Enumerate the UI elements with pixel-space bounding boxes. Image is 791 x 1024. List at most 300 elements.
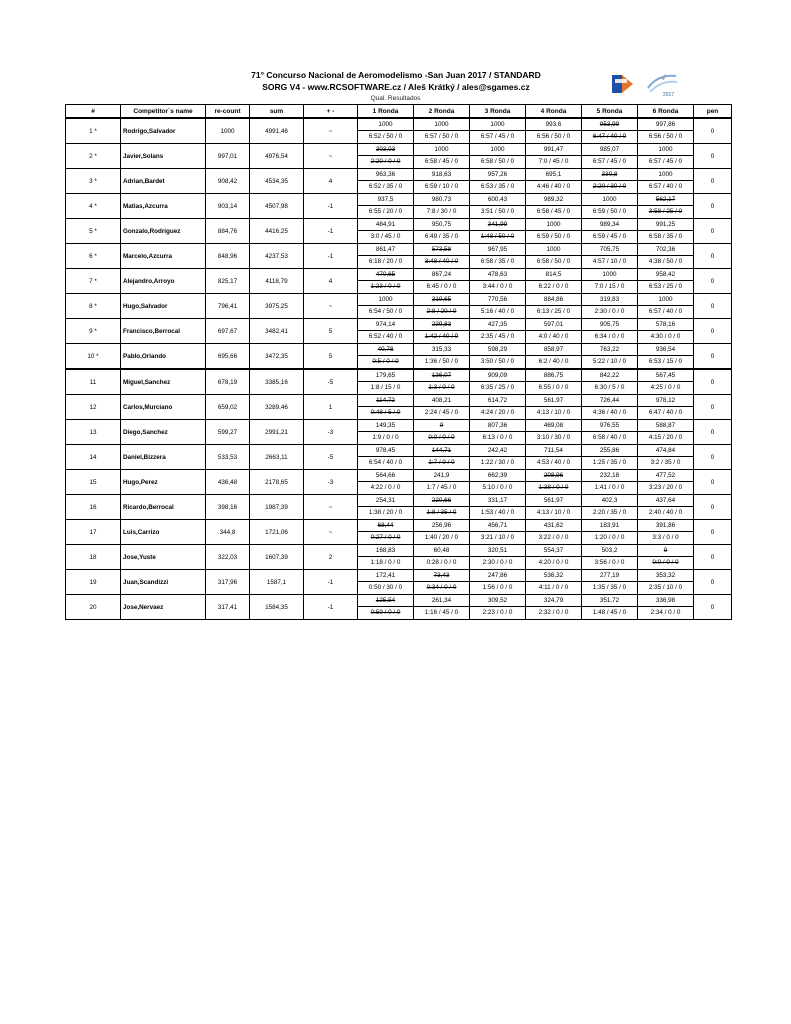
round-score: 239,83 <box>414 319 469 331</box>
round-score: 351,72 <box>582 595 637 607</box>
round-score: 967,95 <box>470 244 525 256</box>
round-score: 254,31 <box>358 495 413 507</box>
round-3-cell <box>470 118 526 144</box>
round-6-cell <box>638 495 694 520</box>
competitor-name-cell: Luis,Carrizo <box>121 520 206 545</box>
rank-cell: 1 * <box>66 118 121 144</box>
round-score: 991,25 <box>638 219 693 231</box>
round-4-cell <box>526 495 582 520</box>
table-row <box>66 219 732 244</box>
round-6-cell <box>638 118 694 144</box>
competitor-name-cell: Alejandro,Arroyo <box>121 269 206 294</box>
recount-cell: 436,48 <box>206 470 250 495</box>
round-time-landing: 6:55 / 20 / 0 <box>368 208 403 215</box>
table-row <box>66 294 732 319</box>
sum-cell: 4416,25 <box>250 219 304 244</box>
rcsoftware-logo-icon <box>611 74 635 94</box>
round-score: 770,56 <box>470 294 525 306</box>
round-score: 319,65 <box>414 294 469 306</box>
competitor-name-cell: Hugo,Perez <box>121 470 206 495</box>
round-6-cell <box>638 194 694 219</box>
round-time-landing: 6:30 / 5 / 0 <box>594 384 625 391</box>
plus-minus-cell: -1 <box>304 595 358 620</box>
round-time-landing: 6:58 / 35 / 0 <box>480 258 515 265</box>
document-subtitle: SORG V4 - www.RCSOFTWARE.cz / Aleš Krátký / ales@sgames.cz <box>262 82 530 92</box>
plus-minus-cell: 5 <box>304 344 358 370</box>
round-score: 702,36 <box>638 244 693 256</box>
round-1-cell <box>358 369 414 395</box>
rank-cell: 11 <box>66 369 121 395</box>
round-time-landing: 7:8 / 30 / 0 <box>426 208 457 215</box>
plus-minus-cell: 4 <box>304 269 358 294</box>
table-row <box>66 194 732 219</box>
results-table <box>65 104 732 620</box>
col-header-name: Competitor´s name <box>121 105 206 119</box>
table-row <box>66 319 732 344</box>
round-score: 1000 <box>470 144 525 156</box>
rank-cell: 5 * <box>66 219 121 244</box>
round-2-cell <box>414 420 470 445</box>
round-time-landing: 1:41 / 0 / 0 <box>594 484 625 491</box>
round-time-landing: 6:53 / 25 / 0 <box>648 283 683 290</box>
round-time-landing: 6:56 / 50 / 0 <box>536 133 571 140</box>
rank-cell: 15 <box>66 470 121 495</box>
table-row <box>66 570 732 595</box>
round-time-landing: 4:25 / 0 / 0 <box>650 384 681 391</box>
round-time-landing: 4:46 / 40 / 0 <box>536 183 571 190</box>
round-score: 726,44 <box>582 395 637 407</box>
round-1-cell <box>358 144 414 169</box>
round-5-cell <box>582 420 638 445</box>
round-score: 1000 <box>414 119 469 131</box>
col-header-round-6: 6 Ronda <box>638 105 694 119</box>
round-4-cell <box>526 545 582 570</box>
round-6-cell <box>638 169 694 194</box>
round-3-cell <box>470 420 526 445</box>
round-time-landing: 6:22 / 0 / 0 <box>538 283 569 290</box>
round-1-cell <box>358 420 414 445</box>
round-score: 567,45 <box>638 370 693 382</box>
round-5-cell <box>582 395 638 420</box>
round-4-cell <box>526 520 582 545</box>
pen-cell: 0 <box>694 495 732 520</box>
round-time-landing: 4:57 / 10 / 0 <box>592 258 627 265</box>
round-score: 1000 <box>526 219 581 231</box>
round-time-landing: 2:24 / 45 / 0 <box>424 409 459 416</box>
round-2-cell <box>414 595 470 620</box>
round-score: 241,9 <box>414 470 469 482</box>
round-6-cell <box>638 294 694 319</box>
round-score: 974,14 <box>358 319 413 331</box>
plus-minus-cell: ~ <box>304 294 358 319</box>
round-score: 477,52 <box>638 470 693 482</box>
round-score: 1000 <box>638 294 693 306</box>
round-score: 125,54 <box>358 595 413 607</box>
round-time-landing: 5:16 / 40 / 0 <box>480 308 515 315</box>
table-row <box>66 144 732 169</box>
round-time-landing: 6:35 / 25 / 0 <box>480 384 515 391</box>
recount-cell: 825,17 <box>206 269 250 294</box>
plus-minus-cell: -5 <box>304 445 358 470</box>
round-score: 261,34 <box>414 595 469 607</box>
round-score: 918,63 <box>414 169 469 181</box>
round-score: 763,22 <box>582 344 637 356</box>
pen-cell: 0 <box>694 144 732 169</box>
table-row <box>66 369 732 395</box>
round-time-landing: 4:24 / 20 / 0 <box>480 409 515 416</box>
round-time-landing: 0:0 / 0 / 0 <box>652 559 679 566</box>
round-1-cell <box>358 545 414 570</box>
qual-results-caption: Qual. Resultados <box>370 95 421 102</box>
round-score: 573,58 <box>414 244 469 256</box>
round-4-cell <box>526 344 582 370</box>
round-score: 814,5 <box>526 269 581 281</box>
round-score: 336,98 <box>638 595 693 607</box>
round-time-landing: 4:11 / 0 / 0 <box>538 584 569 591</box>
rank-cell: 8 * <box>66 294 121 319</box>
round-6-cell <box>638 520 694 545</box>
round-4-cell <box>526 319 582 344</box>
pen-cell: 0 <box>694 545 732 570</box>
round-score: 1000 <box>526 244 581 256</box>
round-time-landing: 3:56 / 0 / 0 <box>594 559 625 566</box>
round-5-cell <box>582 595 638 620</box>
round-time-landing: 2:23 / 0 / 0 <box>482 609 513 616</box>
competitor-name-cell: Pablo,Orlando <box>121 344 206 370</box>
round-3-cell <box>470 470 526 495</box>
round-3-cell <box>470 369 526 395</box>
table-row <box>66 520 732 545</box>
round-score: 564,66 <box>358 470 413 482</box>
round-time-landing: 6:52 / 40 / 0 <box>368 333 403 340</box>
competitor-name-cell: Marcelo,Azcurra <box>121 244 206 269</box>
sum-cell: 4991,46 <box>250 118 304 144</box>
round-1-cell <box>358 219 414 244</box>
round-time-landing: 3:10 / 30 / 0 <box>536 434 571 441</box>
pen-cell: 0 <box>694 395 732 420</box>
table-row <box>66 169 732 194</box>
round-2-cell <box>414 369 470 395</box>
round-6-cell <box>638 244 694 269</box>
round-score: 402,3 <box>582 495 637 507</box>
round-time-landing: 6:58 / 50 / 0 <box>536 258 571 265</box>
col-header-rank: # <box>66 105 121 119</box>
round-time-landing: 0:5 / 0 / 0 <box>372 358 399 365</box>
round-5-cell <box>582 495 638 520</box>
round-2-cell <box>414 545 470 570</box>
round-score: 554,37 <box>526 545 581 557</box>
round-4-cell <box>526 294 582 319</box>
table-row <box>66 420 732 445</box>
round-time-landing: 6:54 / 40 / 0 <box>368 459 403 466</box>
sum-cell: 1584,35 <box>250 595 304 620</box>
round-5-cell <box>582 169 638 194</box>
round-score: 431,62 <box>526 520 581 532</box>
round-2-cell <box>414 118 470 144</box>
rank-cell: 3 * <box>66 169 121 194</box>
sum-cell: 4507,98 <box>250 194 304 219</box>
round-score: 993,6 <box>526 119 581 131</box>
round-score: 1000 <box>638 144 693 156</box>
sum-cell: 1607,39 <box>250 545 304 570</box>
round-score: 861,47 <box>358 244 413 256</box>
document-title: 71° Concurso Nacional de Aeromodelismo -San Juan 2017 / STANDARD <box>251 70 541 80</box>
recount-cell: 903,14 <box>206 194 250 219</box>
round-5-cell <box>582 570 638 595</box>
plus-minus-cell: -1 <box>304 219 358 244</box>
round-time-landing: 6:2 / 40 / 0 <box>538 358 569 365</box>
round-time-landing: 6:59 / 45 / 0 <box>592 233 627 240</box>
round-score: 614,72 <box>470 395 525 407</box>
round-score: 978,45 <box>358 445 413 457</box>
round-time-landing: 6:58 / 50 / 0 <box>480 158 515 165</box>
recount-cell: 533,53 <box>206 445 250 470</box>
round-1-cell <box>358 319 414 344</box>
round-3-cell <box>470 219 526 244</box>
recount-cell: 695,66 <box>206 344 250 370</box>
pen-cell: 0 <box>694 470 732 495</box>
round-time-landing: 2:40 / 40 / 0 <box>648 509 683 516</box>
competitor-name-cell: Matias,Azcurra <box>121 194 206 219</box>
rank-cell: 6 * <box>66 244 121 269</box>
round-1-cell <box>358 194 414 219</box>
round-time-landing: 6:45 / 0 / 0 <box>426 283 457 290</box>
round-time-landing: 1:18 / 0 / 0 <box>370 559 401 566</box>
round-time-landing: 6:58 / 45 / 0 <box>536 208 571 215</box>
round-time-landing: 3:44 / 0 / 0 <box>482 283 513 290</box>
round-time-landing: 3:50 / 50 / 0 <box>480 358 515 365</box>
round-time-landing: 0:27 / 0 / 0 <box>370 534 401 541</box>
round-time-landing: 1:40 / 20 / 0 <box>424 534 459 541</box>
competitor-name-cell: Carlos,Murciano <box>121 395 206 420</box>
round-score: 503,2 <box>582 545 637 557</box>
round-time-landing: 6:59 / 50 / 0 <box>592 208 627 215</box>
round-2-cell <box>414 194 470 219</box>
table-row <box>66 445 732 470</box>
round-score: 842,22 <box>582 370 637 382</box>
table-row <box>66 269 732 294</box>
plus-minus-cell: 5 <box>304 319 358 344</box>
round-4-cell <box>526 194 582 219</box>
round-score: 598,29 <box>470 344 525 356</box>
round-score: 474,84 <box>638 445 693 457</box>
round-6-cell <box>638 144 694 169</box>
round-score: 597,01 <box>526 319 581 331</box>
plus-minus-cell: 2 <box>304 545 358 570</box>
round-score: 536,32 <box>526 570 581 582</box>
round-time-landing: 6:57 / 50 / 0 <box>424 133 459 140</box>
recount-cell: 678,19 <box>206 369 250 395</box>
pen-cell: 0 <box>694 420 732 445</box>
round-time-landing: 6:13 / 0 / 0 <box>482 434 513 441</box>
round-score: 1000 <box>638 169 693 181</box>
round-score: 905,75 <box>582 319 637 331</box>
round-time-landing: 6:52 / 50 / 0 <box>368 133 403 140</box>
round-2-cell <box>414 219 470 244</box>
plus-minus-cell: -3 <box>304 420 358 445</box>
competitor-name-cell: Ricardo,Berrocal <box>121 495 206 520</box>
round-time-landing: 3:3 / 0 / 0 <box>652 534 679 541</box>
round-score: 1000 <box>358 119 413 131</box>
recount-cell: 344,8 <box>206 520 250 545</box>
competitor-name-cell: Juan,Scandizzi <box>121 570 206 595</box>
round-time-landing: 6:34 / 0 / 0 <box>594 333 625 340</box>
round-time-landing: 6:18 / 20 / 0 <box>368 258 403 265</box>
round-score: 330,8 <box>582 169 637 181</box>
pen-cell: 0 <box>694 344 732 370</box>
round-1-cell <box>358 344 414 370</box>
round-score: 1000 <box>358 294 413 306</box>
recount-cell: 398,16 <box>206 495 250 520</box>
round-time-landing: 1:48 / 50 / 0 <box>480 233 515 240</box>
round-time-landing: 2:35 / 45 / 0 <box>480 333 515 340</box>
round-score: 309,52 <box>470 595 525 607</box>
table-row <box>66 395 732 420</box>
round-4-cell <box>526 470 582 495</box>
round-score: 705,75 <box>582 244 637 256</box>
rank-cell: 16 <box>66 495 121 520</box>
round-time-landing: 3:0 / 45 / 0 <box>370 233 401 240</box>
round-3-cell <box>470 269 526 294</box>
round-time-landing: 6:56 / 50 / 0 <box>648 133 683 140</box>
round-score: 60,48 <box>414 545 469 557</box>
round-score: 469,08 <box>526 420 581 432</box>
round-score: 561,97 <box>526 495 581 507</box>
round-1-cell <box>358 244 414 269</box>
round-3-cell <box>470 395 526 420</box>
sum-cell: 1987,39 <box>250 495 304 520</box>
round-score: 858,97 <box>526 344 581 356</box>
round-2-cell <box>414 470 470 495</box>
pen-cell: 0 <box>694 118 732 144</box>
recount-cell: 322,03 <box>206 545 250 570</box>
plus-minus-cell: -1 <box>304 194 358 219</box>
round-time-landing: 6:57 / 45 / 0 <box>480 133 515 140</box>
round-6-cell <box>638 470 694 495</box>
round-score: 408,21 <box>414 395 469 407</box>
table-row <box>66 545 732 570</box>
round-2-cell <box>414 169 470 194</box>
recount-cell: 1000 <box>206 118 250 144</box>
pen-cell: 0 <box>694 294 732 319</box>
sum-cell: 2991,21 <box>250 420 304 445</box>
logo-year-text: 2017 <box>663 92 675 98</box>
round-time-landing: 1:7 / 0 / 0 <box>428 459 455 466</box>
round-time-landing: 0:48 / 5 / 0 <box>370 409 401 416</box>
round-1-cell <box>358 118 414 144</box>
round-time-landing: 6:52 / 35 / 0 <box>368 183 403 190</box>
round-score: 144,71 <box>414 445 469 457</box>
round-2-cell <box>414 445 470 470</box>
round-time-landing: 4:20 / 0 / 0 <box>538 559 569 566</box>
round-score: 953,99 <box>582 119 637 131</box>
round-time-landing: 6:53 / 35 / 0 <box>480 183 515 190</box>
round-score: 391,86 <box>638 520 693 532</box>
round-score: 867,24 <box>414 269 469 281</box>
round-time-landing: 1:16 / 45 / 0 <box>424 609 459 616</box>
round-score: 978,12 <box>638 395 693 407</box>
round-2-cell <box>414 144 470 169</box>
round-time-landing: 6:47 / 40 / 0 <box>648 409 683 416</box>
round-score: 232,18 <box>582 470 637 482</box>
round-3-cell <box>470 445 526 470</box>
round-score: 331,17 <box>470 495 525 507</box>
round-time-landing: 6:58 / 35 / 0 <box>648 233 683 240</box>
round-score: 256,96 <box>414 520 469 532</box>
competitor-name-cell: Jose,Yuste <box>121 545 206 570</box>
round-score: 1000 <box>582 194 637 206</box>
round-score: 963,36 <box>358 169 413 181</box>
round-5-cell <box>582 545 638 570</box>
round-score: 588,87 <box>638 420 693 432</box>
round-score: 114,72 <box>358 395 413 407</box>
round-time-landing: 3:58 / 25 / 0 <box>648 208 683 215</box>
round-score: 179,65 <box>358 370 413 382</box>
round-score: 220,66 <box>414 495 469 507</box>
rank-cell: 4 * <box>66 194 121 219</box>
plus-minus-cell: ~ <box>304 118 358 144</box>
recount-cell: 317,41 <box>206 595 250 620</box>
round-score: 997,86 <box>638 119 693 131</box>
round-score: 456,71 <box>470 520 525 532</box>
round-3-cell <box>470 169 526 194</box>
round-6-cell <box>638 420 694 445</box>
round-time-landing: 1:8 / 15 / 0 <box>370 384 401 391</box>
round-time-landing: 2:30 / 0 / 0 <box>482 559 513 566</box>
round-6-cell <box>638 445 694 470</box>
sum-cell: 4118,79 <box>250 269 304 294</box>
round-4-cell <box>526 369 582 395</box>
rank-cell: 7 * <box>66 269 121 294</box>
recount-cell: 796,41 <box>206 294 250 319</box>
sum-cell: 4237,53 <box>250 244 304 269</box>
round-6-cell <box>638 369 694 395</box>
rank-cell: 18 <box>66 545 121 570</box>
sum-cell: 3385,16 <box>250 369 304 395</box>
col-header-recount: re-count <box>206 105 250 119</box>
round-score: 484,91 <box>358 219 413 231</box>
round-5-cell <box>582 445 638 470</box>
pen-cell: 0 <box>694 194 732 219</box>
round-4-cell <box>526 420 582 445</box>
round-score: 208,96 <box>526 470 581 482</box>
pen-cell: 0 <box>694 169 732 194</box>
round-time-landing: 0:34 / 0 / 0 <box>426 584 457 591</box>
round-score: 578,16 <box>638 319 693 331</box>
pen-cell: 0 <box>694 269 732 294</box>
table-row <box>66 244 732 269</box>
round-score: 991,47 <box>526 144 581 156</box>
sum-cell: 4976,54 <box>250 144 304 169</box>
rank-cell: 13 <box>66 420 121 445</box>
round-2-cell <box>414 495 470 520</box>
round-time-landing: 3:22 / 0 / 0 <box>538 534 569 541</box>
round-4-cell <box>526 595 582 620</box>
contest-logo-icon <box>646 70 680 98</box>
competitor-name-cell: Miguel,Sanchez <box>121 369 206 395</box>
round-time-landing: 2:34 / 0 / 0 <box>650 609 681 616</box>
round-score: 470,65 <box>358 269 413 281</box>
round-time-landing: 1:23 / 0 / 0 <box>370 283 401 290</box>
recount-cell: 599,27 <box>206 420 250 445</box>
round-3-cell <box>470 294 526 319</box>
round-2-cell <box>414 395 470 420</box>
round-score: 136,07 <box>414 370 469 382</box>
pen-cell: 0 <box>694 369 732 395</box>
round-time-landing: 0:59 / 0 / 0 <box>370 609 401 616</box>
recount-cell: 659,02 <box>206 395 250 420</box>
rank-cell: 14 <box>66 445 121 470</box>
